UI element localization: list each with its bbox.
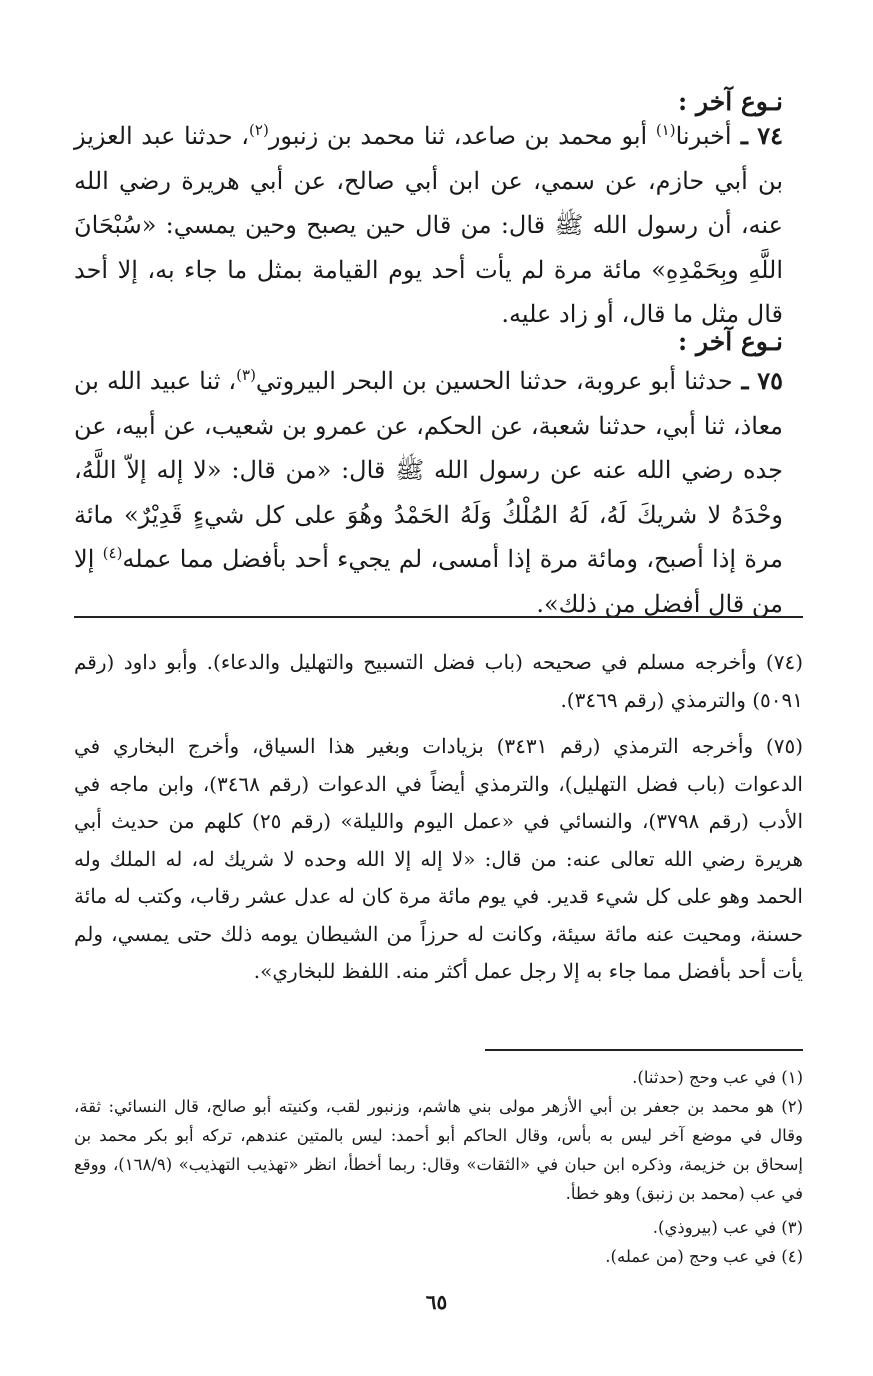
hadith-75-paragraph [74,359,783,626]
footnote-divider [485,1049,803,1051]
paragraph-text: إلا من قال أفضل من ذلك». [74,545,783,618]
paragraph-text: حدثنا أبو عروبة، حدثنا الحسين بن البحر البيروتي [255,367,733,395]
footnote-ref: (٢) [249,121,269,139]
paragraph-text: ، حدثنا عبد العزيز بن أبي حازم، عن سمي، عن ابن أبي صالح، عن أبي هريرة رضي الله عنه، أن رسول الله ﷺ قال: من قال حين يصبح وحين يمسي: «سُبْحَانَ اللَّهِ وبِحَمْدِهِ» مائة مرة لم يأت أحد يوم القيامة بمثل ما جاء به، إلا أحد قال مثل ما قال، أو زاد عليه. [74,122,783,328]
hadith-74-paragraph [74,114,783,337]
takhrij-note-74: (٧٤) وأخرجه مسلم في صحيحه (باب فضل التسبيح والتهليل والدعاء). وأبو داود (رقم ٥٠٩١) والترمذي (رقم ٣٤٦٩). [74,650,803,712]
takhrij-note-75: (٧٥) وأخرجه الترمذي (رقم ٣٤٣١) بزيادات وبغير هذا السياق، وأخرج البخاري في الدعوات (باب فضل التهليل)، والترمذي أيضاً في الدعوات (رقم ٣٤٦٨)، وابن ماجه في الأدب (رقم ٣٧٩٨)، والنسائي في «عمل اليوم والليلة» (رقم ٢٥) كلهم من حديث أبي هريرة رضي الله تعالى عنه: من قال: «لا إله إلا الله وحده لا شريك له، له الملك وله الحمد وهو على كل شيء قدير. في يوم مائة مرة كان له عدل عشر رقاب، وكتب له مائة حسنة، ومحيت عنه مائة سيئة، وكانت له حرزاً من الشيطان يومه ذلك حتى يمسي، ولم يأت أحد بأفضل مما جاء به إلا رجل عمل أكثر منه. اللفظ للبخاري». [74,734,804,983]
hadith-number: ٧٤ ـ [731,121,783,150]
footnote-ref: (١) [655,121,676,139]
footnote: (٣) في عب (بيروذي). [652,1218,803,1237]
hadith-number: ٧٥ ـ [732,366,784,395]
paragraph-text: أبو محمد بن صاعد، ثنا محمد بن زنبور [268,122,656,150]
footnote: (٢) هو محمد بن جعفر بن أبي الأزهر مولى بني هاشم، وزنبور لقب، وكنيته أبو صالح، قال النسائي: ثقة، وقال في موضع آخر ليس به بأس، وقال الحاكم أبو أحمد: ليس بالمتين عندهم، تركه أبو بكر محمد بن إسحاق بن خزيمة، وذكره ابن حبان في «الثقات» وقال: ربما أخطأ، انظر «تهذيب التهذيب» (١٦٨/٩)، ووقع في عب (محمد بن زنبق) وهو خطأ. [74,1097,803,1203]
footnote: (١) في عب وحج (حدثنا). [632,1068,803,1087]
footnote-ref: (٤) [102,544,123,562]
section-heading: نـوع آخر : [678,327,783,356]
section-heading: نـوع آخر : [678,87,783,116]
divider [74,616,803,618]
paragraph-text: ، ثنا عبيد الله بن معاذ، ثنا أبي، حدثنا شعبة، عن الحكم، عن عمرو بن شعيب، عن أبيه، عن جده رضي الله عنه عن رسول الله ﷺ قال: «من قال: «لا إله إلاّ اللَّهُ، وحْدَهُ لا شريكَ لَهُ، لَهُ المُلْكُ وَلَهُ الحَمْدُ وهُوَ على كل شيءٍ قَدِيْرٌ» مائة مرة إذا أصبح، ومائة مرة إذا أمسى، لم يجيء أحد بأفضل مما عمله [74,367,784,573]
paragraph-text: أخبرنا [675,122,732,150]
footnote-ref: (٣) [236,366,256,384]
page-number: ٦٥ [425,1290,448,1314]
footnote: (٤) في عب وحج (من عمله). [605,1247,803,1266]
